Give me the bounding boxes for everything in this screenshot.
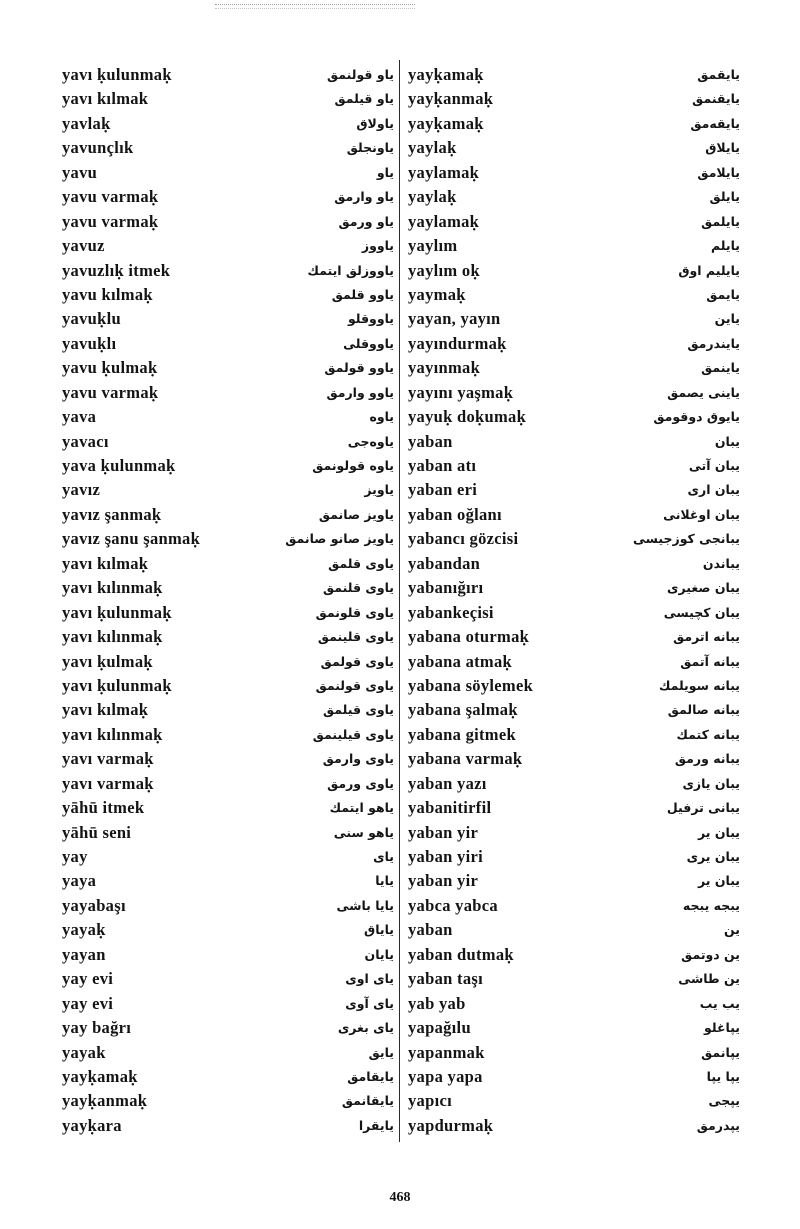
- entry-arabic-script: یبانه صالمق: [667, 702, 740, 718]
- entry-latin-term: yaylamaḳ: [408, 211, 480, 231]
- dictionary-entry: [408, 259, 740, 283]
- entry-arabic-script: یبجه یبجه: [682, 897, 740, 913]
- entry-latin-term: yay bağrı: [62, 1018, 132, 1038]
- entry-arabic-script: یاوی قلمق: [328, 555, 394, 571]
- entry-arabic-script: یاوی قلینمق: [317, 629, 394, 645]
- entry-latin-term: yava: [62, 407, 97, 427]
- dictionary-entry: [408, 747, 740, 771]
- entry-latin-term: yavuzlıḳ itmek: [62, 260, 171, 280]
- dictionary-entry: [408, 136, 740, 160]
- entry-arabic-script: یبانجی کوزجیسی: [633, 531, 740, 547]
- entry-latin-term: yay: [62, 847, 88, 866]
- dictionary-entry: [62, 601, 394, 625]
- entry-arabic-script: یپاغلو: [704, 1020, 740, 1036]
- entry-latin-term: yaban taşı: [408, 969, 483, 989]
- entry-arabic-script: ین دوتمق: [681, 946, 740, 962]
- dictionary-entry: [62, 552, 394, 576]
- dictionary-entry: [408, 1089, 740, 1113]
- entry-latin-term: yabana varmaḳ: [408, 749, 523, 769]
- entry-latin-term: yayḳamaḳ: [408, 113, 484, 133]
- dictionary-entry: [62, 992, 394, 1016]
- dictionary-entry: [408, 478, 740, 502]
- dictionary-entry: [408, 381, 740, 405]
- entry-arabic-script: یایقانمق: [341, 1093, 394, 1109]
- entry-arabic-script: یایندرمق: [687, 335, 740, 351]
- entry-arabic-script: ین طاشی: [678, 971, 740, 987]
- entry-latin-term: yabancı gözcisi: [408, 529, 519, 549]
- dictionary-entry: [62, 747, 394, 771]
- entry-arabic-script: یاوی قلنمق: [322, 580, 394, 596]
- entry-arabic-script: یاو ورمق: [338, 213, 394, 229]
- dictionary-entry: [408, 576, 740, 600]
- entry-arabic-script: یاووقلو: [347, 311, 394, 327]
- entry-latin-term: yavı ḳulmaḳ: [62, 651, 153, 671]
- entry-latin-term: yaban yazı: [408, 773, 487, 793]
- entry-latin-term: yavu varmaḳ: [62, 187, 159, 207]
- dictionary-entry: [62, 894, 394, 918]
- dictionary-entry: [62, 185, 394, 209]
- entry-arabic-script: یاویز: [364, 482, 394, 498]
- dictionary-entry: [62, 112, 394, 136]
- entry-arabic-script: یایلیم اوق: [678, 262, 740, 278]
- dictionary-entry: [408, 845, 740, 869]
- dictionary-entry: [62, 63, 394, 87]
- entry-arabic-script: یایان: [364, 946, 394, 962]
- dictionary-entry: [62, 650, 394, 674]
- entry-arabic-script: یاوه قولونمق: [312, 458, 394, 473]
- entry-latin-term: yavı kılmaḳ: [62, 553, 149, 573]
- entry-latin-term: yavı kılmaḳ: [62, 700, 149, 720]
- entry-latin-term: yaban dutmaḳ: [408, 944, 514, 964]
- entry-arabic-script: یاینمق: [701, 360, 740, 376]
- entry-latin-term: yaban atı: [408, 456, 477, 475]
- entry-latin-term: yayḳamaḳ: [408, 65, 484, 84]
- entry-arabic-script: یایقامق: [347, 1068, 394, 1084]
- entry-arabic-script: یاوی قولمق: [320, 653, 394, 669]
- entry-arabic-script: یاویز صانمق: [318, 506, 394, 522]
- dictionary-entry: [408, 527, 740, 551]
- entry-latin-term: yavuz: [62, 236, 105, 256]
- dictionary-entry: [62, 796, 394, 820]
- dictionary-entry: [408, 601, 740, 625]
- entry-arabic-script: یایقنمق: [692, 91, 740, 107]
- entry-arabic-script: یاوو قولمق: [324, 360, 394, 376]
- entry-latin-term: yabandan: [408, 553, 481, 573]
- entry-latin-term: yavı varmaḳ: [62, 749, 154, 769]
- dictionary-entry: [62, 967, 394, 991]
- dictionary-entry: [408, 283, 740, 307]
- entry-arabic-script: یایوق دوقومق: [653, 409, 740, 425]
- dictionary-entry: [408, 332, 740, 356]
- entry-arabic-script: یاینی یصمق: [667, 384, 740, 400]
- entry-latin-term: yayḳanmaḳ: [62, 1091, 148, 1111]
- entry-latin-term: yapdurmaḳ: [408, 1115, 494, 1135]
- dictionary-entry: [62, 1041, 394, 1065]
- dictionary-entry: [408, 1114, 740, 1138]
- dictionary-entry: [408, 1016, 740, 1040]
- entry-latin-term: yaylaḳ: [408, 187, 457, 207]
- entry-arabic-script: یاوو وارمق: [326, 384, 394, 400]
- entry-latin-term: yava ḳulunmaḳ: [62, 456, 176, 475]
- dictionary-entry: [408, 185, 740, 209]
- entry-arabic-script: یاهو ایتمك: [329, 800, 394, 816]
- entry-latin-term: yavu ḳulmaḳ: [62, 358, 158, 378]
- dictionary-entry: [62, 1016, 394, 1040]
- scan-artifact-mark: [215, 4, 415, 9]
- entry-latin-term: yaylamaḳ: [408, 162, 480, 182]
- entry-latin-term: yaban: [408, 920, 453, 940]
- entry-latin-term: yāhū seni: [62, 822, 132, 842]
- entry-arabic-script: یای بغری: [337, 1020, 394, 1036]
- entry-arabic-script: یای اوی: [345, 971, 394, 987]
- dictionary-entry: [62, 210, 394, 234]
- entry-arabic-script: یاووز: [361, 238, 394, 254]
- left-column: [62, 63, 394, 1138]
- entry-latin-term: yayan: [62, 944, 106, 964]
- dictionary-entry: [62, 430, 394, 454]
- dictionary-entry: [408, 405, 740, 429]
- entry-latin-term: yabca yabca: [408, 895, 498, 915]
- entry-latin-term: yavu: [62, 162, 98, 182]
- dictionary-entry: [408, 1065, 740, 1089]
- entry-arabic-script: یبانه ورمق: [674, 751, 740, 767]
- dictionary-entry: [408, 1041, 740, 1065]
- dictionary-entry: [408, 796, 740, 820]
- entry-arabic-script: یایلامق: [697, 164, 740, 180]
- dictionary-entry: [408, 112, 740, 136]
- dictionary-entry: [408, 821, 740, 845]
- entry-arabic-script: یبانه کتمك: [676, 726, 740, 742]
- dictionary-entry: [62, 772, 394, 796]
- entry-latin-term: yāhū itmek: [62, 798, 145, 818]
- dictionary-entry: [408, 772, 740, 796]
- dictionary-entry: [62, 943, 394, 967]
- dictionary-entry: [408, 650, 740, 674]
- entry-latin-term: yavı kılmak: [62, 89, 149, 109]
- dictionary-entry: [62, 161, 394, 185]
- dictionary-entry: [62, 381, 394, 405]
- entry-arabic-script: یپجی: [708, 1093, 740, 1109]
- dictionary-entry: [408, 894, 740, 918]
- entry-arabic-script: یاو وارمق: [334, 189, 394, 205]
- entry-latin-term: yayan, yayın: [408, 309, 501, 329]
- dictionary-entry: [408, 674, 740, 698]
- entry-arabic-script: یاو: [376, 164, 394, 180]
- entry-arabic-script: یاویز صانو صانمق: [285, 531, 394, 547]
- dictionary-entry: [408, 869, 740, 893]
- entry-latin-term: yaylaḳ: [408, 138, 457, 158]
- entry-latin-term: yaban eri: [408, 480, 478, 500]
- dictionary-entry: [62, 356, 394, 380]
- entry-latin-term: yavuḳlı: [62, 333, 117, 353]
- entry-arabic-script: یاوی ورمق: [327, 775, 394, 791]
- entry-latin-term: yaymaḳ: [408, 284, 466, 304]
- entry-arabic-script: یاووزلق ایتمك: [307, 262, 394, 278]
- entry-arabic-script: یاوو قلمق: [331, 286, 394, 302]
- dictionary-entry: [62, 454, 394, 478]
- entry-latin-term: yabana atmaḳ: [408, 651, 512, 671]
- entry-latin-term: yaylım: [408, 236, 458, 256]
- entry-latin-term: yay evi: [62, 969, 114, 989]
- entry-arabic-script: یایمق: [706, 286, 740, 302]
- entry-arabic-script: یاو قیلمق: [334, 91, 394, 107]
- dictionary-entry: [408, 625, 740, 649]
- entry-latin-term: yapanmak: [408, 1042, 485, 1062]
- entry-arabic-script: یبان یری: [686, 849, 740, 864]
- dictionary-entry: [62, 918, 394, 942]
- entry-arabic-script: یاووقلی: [343, 335, 394, 351]
- entry-arabic-script: یبان یازی: [682, 775, 740, 791]
- entry-latin-term: yayındurmaḳ: [408, 333, 507, 353]
- entry-latin-term: yayuḳ doḳumaḳ: [408, 407, 527, 427]
- entry-latin-term: yaban yir: [408, 822, 479, 842]
- entry-arabic-script: یایق: [368, 1044, 394, 1060]
- entry-arabic-script: یبان کچیسی: [663, 604, 740, 620]
- entry-arabic-script: یاهو سنی: [333, 824, 394, 840]
- entry-arabic-script: یبان یر: [698, 824, 740, 840]
- entry-latin-term: yaban oğlanı: [408, 504, 502, 524]
- entry-latin-term: yabana şalmaḳ: [408, 700, 518, 720]
- dictionary-entry: [62, 1114, 394, 1138]
- dictionary-entry: [408, 234, 740, 258]
- entry-latin-term: yabanitirfil: [408, 798, 492, 818]
- entry-latin-term: yavacı: [62, 431, 109, 451]
- dictionary-entry: [62, 87, 394, 111]
- entry-latin-term: yaya: [62, 871, 97, 891]
- entry-arabic-script: یایقه‌مق: [690, 115, 740, 131]
- entry-arabic-script: یبانه آتمق: [680, 653, 740, 669]
- entry-arabic-script: یاوه‌جی: [347, 433, 394, 449]
- entry-latin-term: yab yab: [408, 993, 466, 1013]
- entry-arabic-script: یاو قولنمق: [327, 67, 394, 82]
- entry-arabic-script: یاوی قلونمق: [315, 604, 394, 620]
- entry-latin-term: yavunçlık: [62, 138, 134, 158]
- entry-latin-term: yavız: [62, 480, 101, 500]
- entry-arabic-script: یپدرمق: [696, 1117, 740, 1133]
- entry-arabic-script: یپانمق: [701, 1044, 740, 1060]
- entry-arabic-script: یای: [373, 849, 394, 864]
- dictionary-entry: [408, 356, 740, 380]
- entry-arabic-script: یبان اوغلانی: [663, 506, 740, 522]
- entry-arabic-script: یاونجلق: [346, 140, 394, 156]
- entry-latin-term: yavlaḳ: [62, 113, 111, 133]
- entry-arabic-script: یایلاق: [705, 140, 740, 156]
- entry-latin-term: yapıcı: [408, 1091, 452, 1111]
- dictionary-entry: [408, 723, 740, 747]
- dictionary-entry: [408, 430, 740, 454]
- entry-latin-term: yaban: [408, 431, 453, 451]
- dictionary-entry: [62, 674, 394, 698]
- entry-arabic-script: یبانه سویلمك: [658, 677, 740, 693]
- entry-arabic-script: یبانی ترفیل: [666, 800, 740, 816]
- entry-latin-term: yaban yiri: [408, 847, 483, 866]
- dictionary-entry: [408, 161, 740, 185]
- entry-latin-term: yabankeçisi: [408, 602, 494, 622]
- entry-latin-term: yavı varmaḳ: [62, 773, 154, 793]
- entry-latin-term: yaylım oḳ: [408, 260, 480, 280]
- entry-latin-term: yayak: [62, 1042, 106, 1062]
- dictionary-entry: [62, 1065, 394, 1089]
- entry-latin-term: yabana gitmek: [408, 724, 516, 744]
- entry-latin-term: yavı ḳulunmaḳ: [62, 675, 172, 695]
- dictionary-entry: [408, 943, 740, 967]
- dictionary-entry: [62, 869, 394, 893]
- entry-latin-term: yabana söylemek: [408, 675, 534, 695]
- entry-latin-term: yayḳamaḳ: [62, 1066, 138, 1086]
- dictionary-entry: [62, 405, 394, 429]
- entry-arabic-script: یایقمق: [697, 67, 740, 82]
- entry-latin-term: yayını yaşmaḳ: [408, 382, 514, 402]
- entry-arabic-script: یپا یپا: [706, 1068, 740, 1084]
- entry-arabic-script: یایا باشی: [336, 897, 394, 913]
- dictionary-entry: [408, 63, 740, 87]
- column-divider: [399, 60, 400, 1142]
- entry-latin-term: yayabaşı: [62, 895, 126, 915]
- dictionary-entry: [62, 136, 394, 160]
- entry-latin-term: yapağılu: [408, 1018, 471, 1038]
- entry-arabic-script: یایا: [375, 873, 394, 889]
- entry-arabic-script: یاولاق: [356, 115, 394, 131]
- dictionary-entry: [62, 259, 394, 283]
- entry-arabic-script: یبان اری: [687, 482, 740, 498]
- entry-latin-term: yavuḳlu: [62, 309, 121, 329]
- dictionary-entry: [62, 332, 394, 356]
- entry-latin-term: yavı ḳulunmaḳ: [62, 602, 172, 622]
- entry-arabic-script: یب یب: [699, 995, 740, 1011]
- entry-latin-term: yayḳara: [62, 1115, 122, 1135]
- entry-arabic-script: یایلق: [709, 189, 740, 205]
- entry-latin-term: yavı kılınmaḳ: [62, 578, 163, 598]
- entry-arabic-script: یباندن: [702, 555, 740, 571]
- entry-arabic-script: یایقرا: [358, 1117, 394, 1133]
- entry-latin-term: yayınmaḳ: [408, 358, 481, 378]
- entry-arabic-script: یاوی وارمق: [322, 751, 394, 767]
- right-column: [408, 63, 740, 1138]
- entry-arabic-script: یاوه: [369, 409, 394, 425]
- dictionary-entry: [408, 307, 740, 331]
- entry-latin-term: yabanığırı: [408, 578, 484, 598]
- entry-latin-term: yavu kılmaḳ: [62, 284, 153, 304]
- dictionary-entry: [62, 283, 394, 307]
- entry-latin-term: yayḳanmaḳ: [408, 89, 494, 109]
- dictionary-entry: [62, 307, 394, 331]
- entry-latin-term: yavız şanmaḳ: [62, 504, 162, 524]
- entry-arabic-script: یای آوی: [345, 995, 394, 1011]
- dictionary-entry: [408, 503, 740, 527]
- page-number: 468: [389, 1190, 411, 1205]
- dictionary-entry: [408, 992, 740, 1016]
- dictionary-entry: [62, 576, 394, 600]
- entry-latin-term: yavız şanu şanmaḳ: [62, 529, 201, 549]
- dictionary-entry: [408, 967, 740, 991]
- dictionary-entry: [408, 87, 740, 111]
- entry-arabic-script: یبانه اترمق: [673, 629, 740, 645]
- dictionary-entry: [408, 210, 740, 234]
- dictionary-entry: [408, 454, 740, 478]
- entry-latin-term: yayaḳ: [62, 920, 106, 940]
- entry-latin-term: yavı ḳulunmaḳ: [62, 65, 172, 84]
- dictionary-entry: [62, 845, 394, 869]
- entry-latin-term: yavu varmaḳ: [62, 382, 159, 402]
- entry-latin-term: yavı kılınmaḳ: [62, 724, 163, 744]
- entry-arabic-script: یاین: [714, 311, 740, 327]
- dictionary-entry: [62, 234, 394, 258]
- dictionary-entry: [62, 698, 394, 722]
- entry-latin-term: yavı kılınmaḳ: [62, 627, 163, 647]
- entry-latin-term: yay evi: [62, 993, 114, 1013]
- entry-latin-term: yapa yapa: [408, 1066, 483, 1086]
- entry-arabic-script: یبان آتی: [688, 458, 740, 473]
- dictionary-entry: [408, 918, 740, 942]
- entry-arabic-script: یبان: [714, 433, 740, 449]
- dictionary-entry: [62, 1089, 394, 1113]
- entry-arabic-script: یاوی قیلمق: [322, 702, 394, 718]
- dictionary-entry: [408, 698, 740, 722]
- entry-arabic-script: یایلمق: [701, 213, 740, 229]
- entry-latin-term: yabana oturmaḳ: [408, 627, 530, 647]
- dictionary-entry: [62, 821, 394, 845]
- dictionary-entry: [408, 552, 740, 576]
- entry-arabic-script: یایاق: [364, 922, 394, 938]
- entry-latin-term: yavu varmaḳ: [62, 211, 159, 231]
- entry-arabic-script: ین: [724, 922, 740, 938]
- dictionary-entry: [62, 503, 394, 527]
- dictionary-entry: [62, 478, 394, 502]
- dictionary-entry: [62, 625, 394, 649]
- entry-latin-term: yaban yir: [408, 871, 479, 891]
- dictionary-entry: [62, 723, 394, 747]
- entry-arabic-script: یبان یر: [698, 873, 740, 889]
- entry-arabic-script: یاوی قولنمق: [315, 677, 394, 693]
- entry-arabic-script: یاوی قیلینمق: [312, 726, 394, 742]
- dictionary-entry: [62, 527, 394, 551]
- entry-arabic-script: یبان صغیری: [667, 580, 740, 596]
- entry-arabic-script: یایلم: [711, 238, 740, 254]
